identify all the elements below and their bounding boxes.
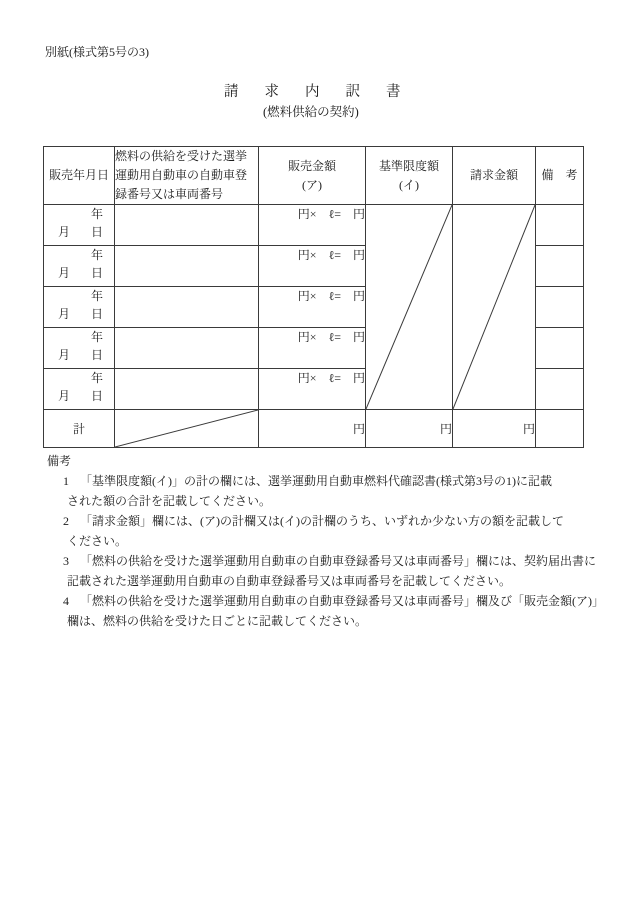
header-vehicle-line: 燃料の供給を受けた選挙 bbox=[115, 149, 248, 163]
total-row bbox=[44, 410, 584, 448]
day-label: 日 bbox=[90, 389, 103, 403]
notes-section bbox=[0, 451, 630, 631]
header-row bbox=[44, 147, 584, 205]
header-billing-amount-label: 請求金額 bbox=[469, 168, 518, 182]
note-item bbox=[63, 551, 630, 591]
form-number-label: 別紙(様式第5号の3) bbox=[45, 45, 149, 59]
sale-date-cell bbox=[44, 287, 115, 328]
base-limit-strikethrough-cell bbox=[366, 205, 453, 410]
note-number: 4 bbox=[63, 594, 69, 608]
sale-date-cell bbox=[44, 328, 115, 369]
header-sale-date-label: 販売年月日 bbox=[48, 168, 109, 182]
sale-amount-cell: 円× ℓ= 円 bbox=[259, 369, 366, 410]
remarks-cell bbox=[536, 287, 584, 328]
sale-amount-cell: 円× ℓ= 円 bbox=[259, 328, 366, 369]
note-line: 「基準限度額(イ)」の計の欄には、選挙運動用自動車燃料代確認書(様式第3号の1)に記載 bbox=[80, 474, 552, 488]
diagonal-line bbox=[453, 205, 535, 409]
year-label: 年 bbox=[90, 330, 103, 344]
note-number: 1 bbox=[63, 474, 69, 488]
month-label: 月 bbox=[58, 389, 71, 403]
note-line: 「燃料の供給を受けた選挙運動用自動車の自動車登録番号又は車両番号」欄には、契約届出書に bbox=[80, 554, 597, 568]
vehicle-number-cell bbox=[115, 328, 259, 369]
year-label: 年 bbox=[90, 289, 103, 303]
header-billing-amount bbox=[453, 147, 536, 205]
sale-date-cell bbox=[44, 369, 115, 410]
billing-breakdown-table bbox=[43, 146, 584, 448]
vehicle-number-cell bbox=[115, 287, 259, 328]
month-label: 月 bbox=[58, 307, 71, 321]
header-remarks-label: 備 考 bbox=[541, 168, 578, 182]
total-billing-cell: 円 bbox=[453, 410, 536, 448]
document-title: 請求内訳書 bbox=[224, 84, 427, 100]
total-base-limit-cell: 円 bbox=[366, 410, 453, 448]
remarks-cell bbox=[536, 205, 584, 246]
sale-date-cell bbox=[44, 246, 115, 287]
remarks-cell bbox=[536, 369, 584, 410]
notes-label: 備考 bbox=[47, 454, 72, 468]
vehicle-number-cell bbox=[115, 369, 259, 410]
header-vehicle-number bbox=[115, 147, 259, 205]
year-label: 年 bbox=[90, 207, 103, 221]
diagonal-line bbox=[366, 205, 452, 409]
note-item bbox=[63, 511, 630, 551]
note-line: ください。 bbox=[67, 534, 128, 548]
total-sale-amount-cell: 円 bbox=[259, 410, 366, 448]
header-sale-amount-mark: (ア) bbox=[302, 177, 322, 192]
day-label: 日 bbox=[90, 307, 103, 321]
remarks-cell bbox=[536, 328, 584, 369]
total-remarks-cell bbox=[536, 410, 584, 448]
header-sale-amount-label: 販売金額 bbox=[287, 158, 336, 173]
sale-amount-cell: 円× ℓ= 円 bbox=[259, 205, 366, 246]
remarks-cell bbox=[536, 246, 584, 287]
header-remarks bbox=[536, 147, 584, 205]
day-label: 日 bbox=[90, 266, 103, 280]
total-strikethrough-cell bbox=[115, 410, 259, 448]
diagonal-line bbox=[115, 410, 258, 447]
billing-strikethrough-cell bbox=[453, 205, 536, 410]
month-label: 月 bbox=[58, 225, 71, 239]
header-vehicle-line: 録番号又は車両番号 bbox=[115, 187, 224, 201]
year-label: 年 bbox=[90, 371, 103, 385]
total-label-cell: 計 bbox=[44, 410, 115, 448]
header-base-limit-mark: (イ) bbox=[399, 177, 419, 192]
header-vehicle-line: 運動用自動車の自動車登 bbox=[115, 168, 248, 182]
entry-row bbox=[44, 205, 584, 246]
header-sale-amount bbox=[259, 147, 366, 205]
month-label: 月 bbox=[58, 348, 71, 362]
note-number: 3 bbox=[63, 554, 69, 568]
vehicle-number-cell bbox=[115, 205, 259, 246]
day-label: 日 bbox=[90, 225, 103, 239]
day-label: 日 bbox=[90, 348, 103, 362]
note-line: された額の合計を記載してください。 bbox=[67, 494, 272, 508]
sale-amount-cell: 円× ℓ= 円 bbox=[259, 287, 366, 328]
sale-date-cell bbox=[44, 205, 115, 246]
note-line: 記載された選挙運動用自動車の自動車登録番号又は車両番号を記載してください。 bbox=[67, 574, 512, 588]
note-number: 2 bbox=[63, 514, 69, 528]
header-base-limit-label: 基準限度額 bbox=[378, 158, 439, 173]
document-subtitle: (燃料供給の契約) bbox=[263, 105, 359, 119]
note-line: 「燃料の供給を受けた選挙運動用自動車の自動車登録番号又は車両番号」欄及び「販売金額(ア)」 bbox=[80, 594, 604, 608]
note-line: 「請求金額」欄には、(ア)の計欄又は(イ)の計欄のうち、いずれか少ない方の額を記載して bbox=[80, 514, 564, 528]
header-base-limit bbox=[366, 147, 453, 205]
month-label: 月 bbox=[58, 266, 71, 280]
note-line: 欄は、燃料の供給を受けた日ごとに記載してください。 bbox=[67, 614, 368, 628]
note-item bbox=[63, 591, 630, 631]
header-sale-date bbox=[44, 147, 115, 205]
year-label: 年 bbox=[90, 248, 103, 262]
note-item bbox=[63, 471, 630, 511]
sale-amount-cell: 円× ℓ= 円 bbox=[259, 246, 366, 287]
vehicle-number-cell bbox=[115, 246, 259, 287]
